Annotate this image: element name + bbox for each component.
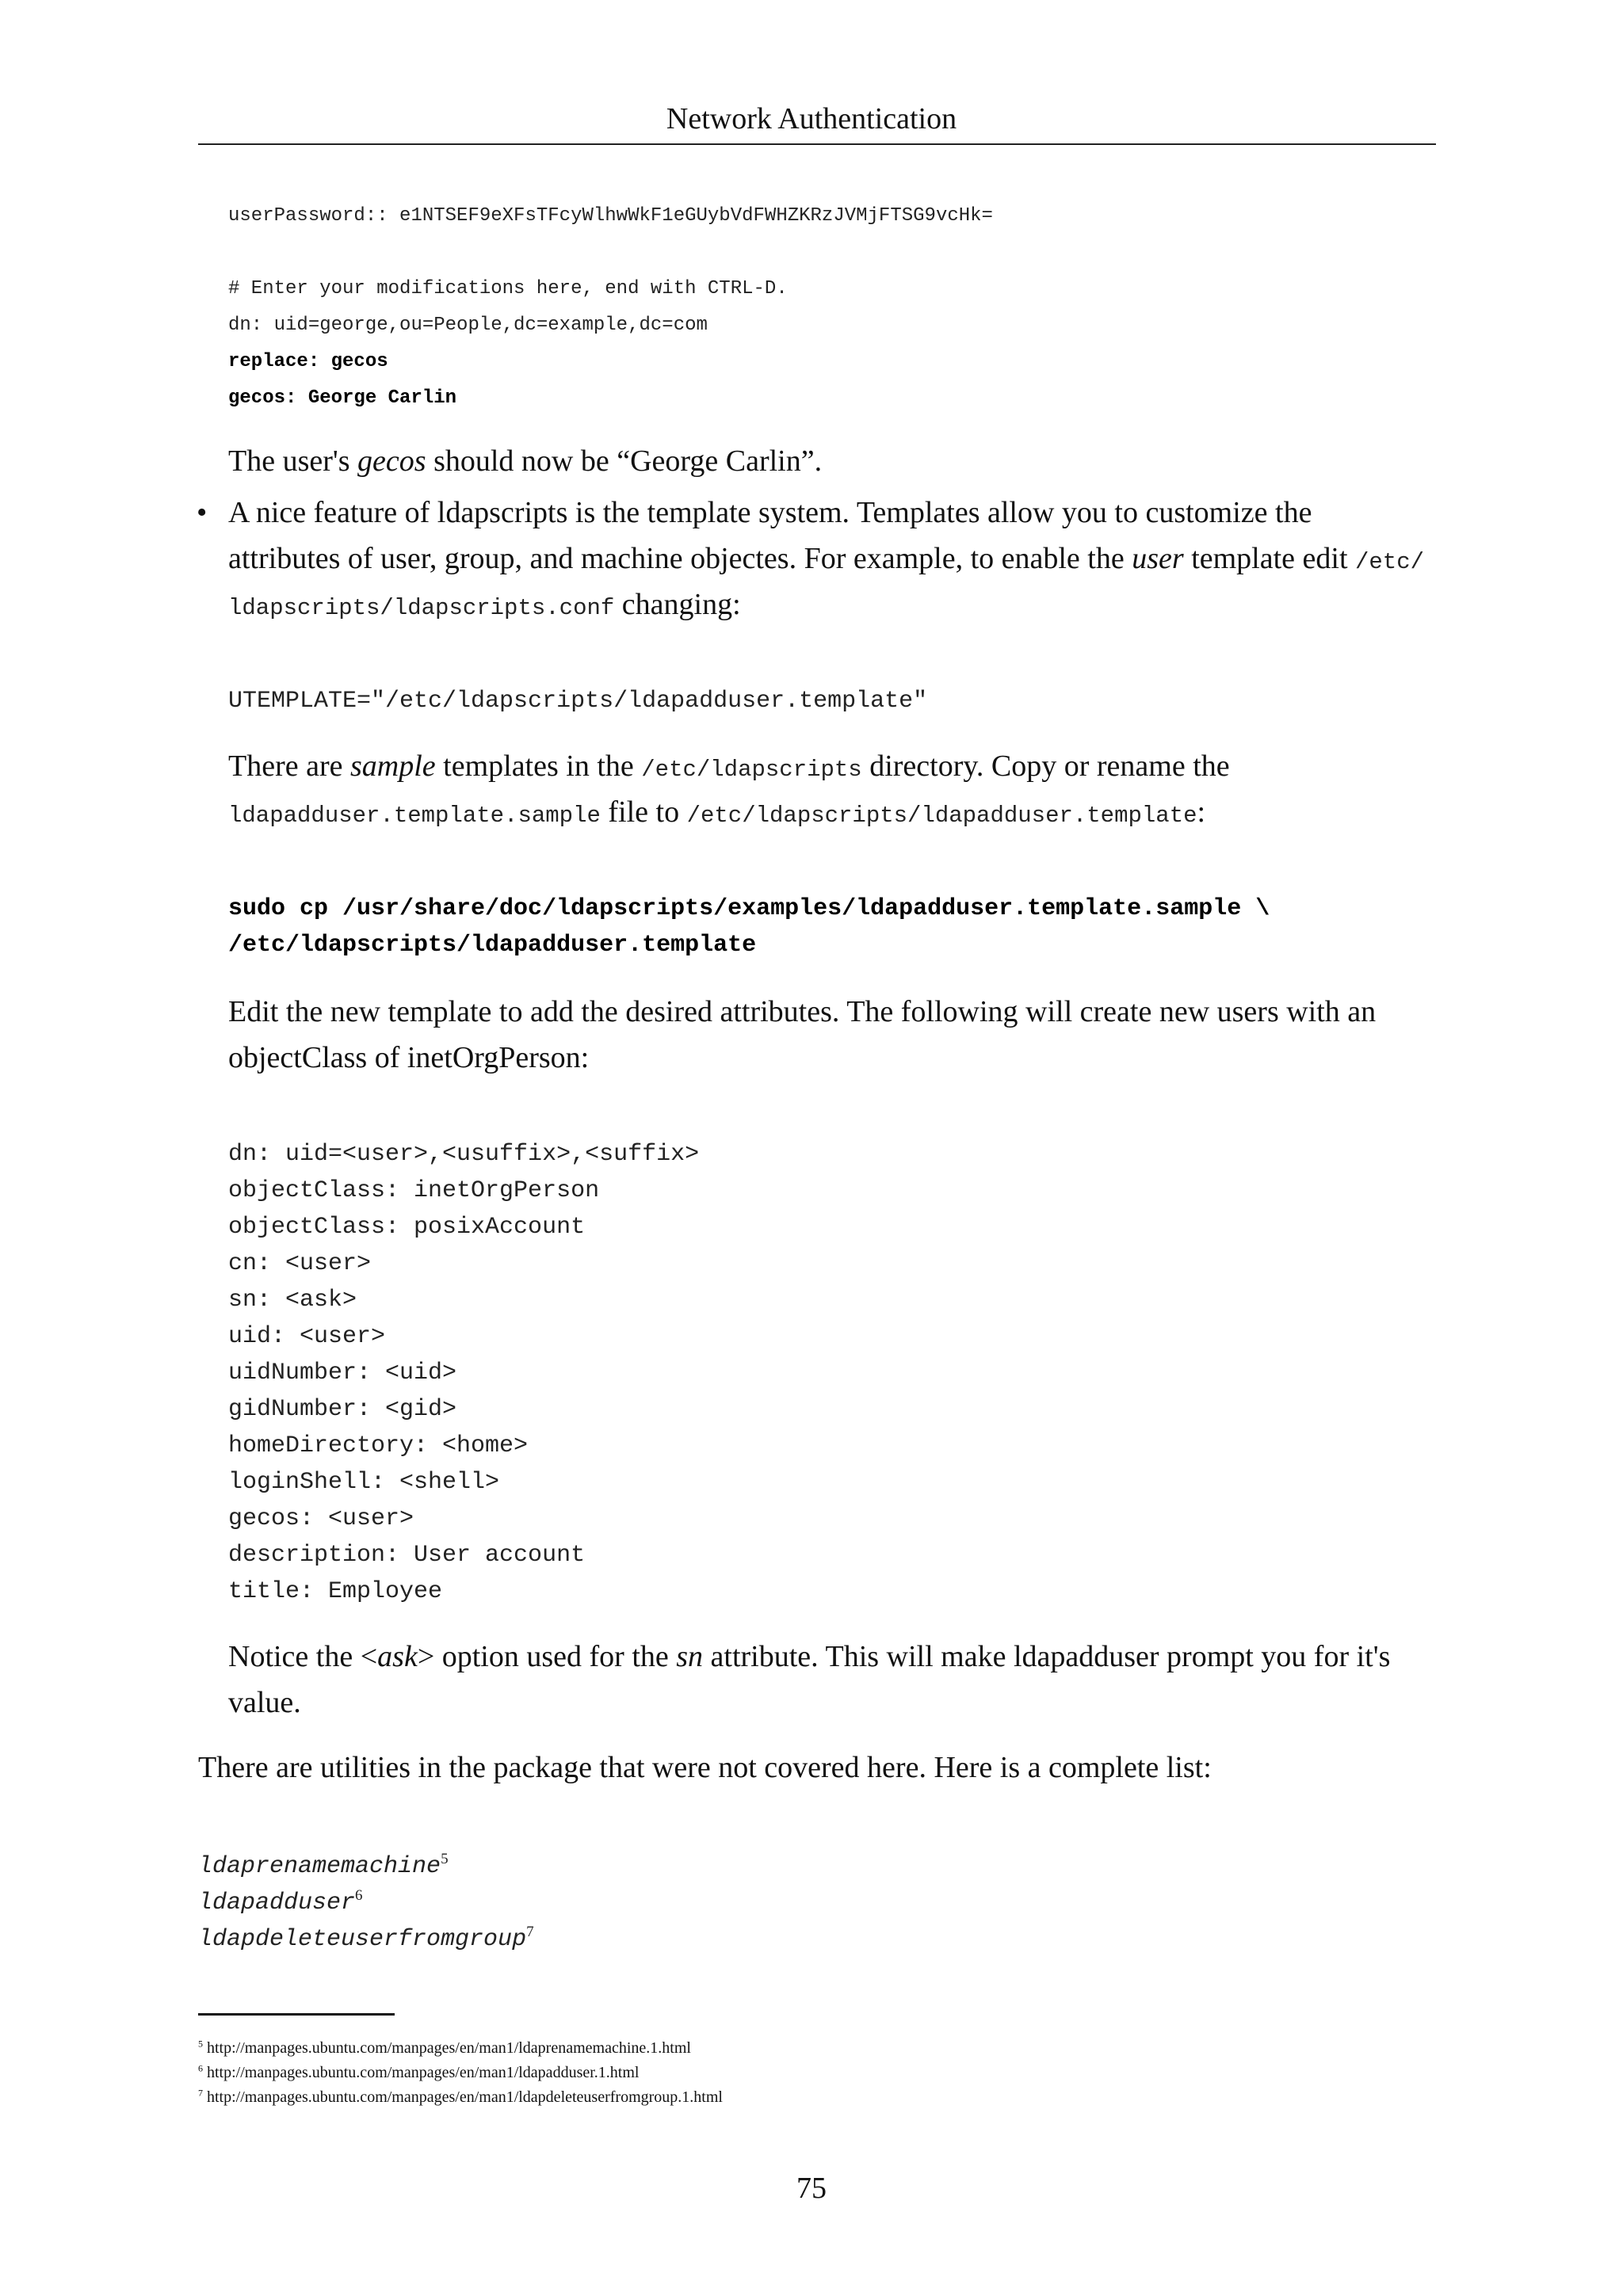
code-command: sudo cp /usr/share/doc/ldapscripts/examples/ldapadduser.template.sample \ — [228, 895, 1270, 922]
template-line: gidNumber: <gid> — [228, 1396, 457, 1423]
paragraph-edit: objectClass of inetOrgPerson: — [228, 1041, 590, 1074]
bullet-text-line: attributes of user, group, and machine objectes. For example, to enable the user template edit /etc/ — [228, 542, 1425, 575]
utility-list-item: ldapadduser$^6$ — [198, 1887, 363, 1917]
footnote-link[interactable]: http://manpages.ubuntu.com/manpages/en/man1/ldaprenamemachine.1.html — [207, 2039, 691, 2057]
footnote: $^5$ http://manpages.ubuntu.com/manpages/en/man1/ldaprenamemachine.1.html — [198, 2038, 691, 2057]
utility-list-item: ldaprenamemachine$^5$ — [198, 1851, 449, 1880]
paragraph-gecos: The user's gecos should now be “George Carlin”. — [228, 444, 823, 478]
bullet-text-line: A nice feature of ldapscripts is the template system. Templates allow you to customize the — [228, 496, 1312, 529]
footnote: $^7$ http://manpages.ubuntu.com/manpages/en/man1/ldapdeleteuserfromgroup.1.html — [198, 2087, 723, 2106]
template-line: uid: <user> — [228, 1323, 386, 1350]
bullet-icon: • — [197, 496, 208, 529]
footnote-ref[interactable]: 7 — [526, 1924, 534, 1940]
paragraph-utilities: There are utilities in the package that were not covered here. Here is a complete list: — [198, 1751, 1212, 1784]
template-line: objectClass: posixAccount — [228, 1214, 586, 1241]
template-line: sn: <ask> — [228, 1287, 357, 1314]
template-line: title: Employee — [228, 1578, 443, 1605]
code-line: dn: uid=george,ou=People,dc=example,dc=com — [228, 315, 708, 336]
template-line: uidNumber: <uid> — [228, 1360, 457, 1386]
paragraph-notice-line2: value. — [228, 1686, 301, 1719]
code-line-bold: gecos: George Carlin — [228, 387, 457, 409]
footnote-ref[interactable]: 6 — [355, 1887, 363, 1904]
template-line: objectClass: inetOrgPerson — [228, 1177, 600, 1204]
paragraph-edit: Edit the new template to add the desired attributes. The following will create new users with an — [228, 995, 1377, 1028]
footnote-ref[interactable]: 5 — [441, 1851, 449, 1867]
footnote-link[interactable]: http://manpages.ubuntu.com/manpages/en/man1/ldapdeleteuserfromgroup.1.html — [207, 2088, 723, 2106]
paragraph-sample-line2: ldapadduser.template.sample file to /etc/ldapscripts/ldapadduser.template: — [228, 795, 1206, 829]
running-header: Network Authentication — [666, 102, 957, 135]
template-line: homeDirectory: <home> — [228, 1432, 529, 1459]
header-rule — [198, 143, 1436, 145]
template-line: description: User account — [228, 1542, 586, 1569]
code-line: # Enter your modifications here, end with CTRL-D. — [228, 278, 788, 299]
bullet-text-line: ldapscripts/ldapscripts.conf changing: — [228, 588, 741, 621]
utility-list-item: ldapdeleteuserfromgroup$^7$ — [198, 1924, 534, 1953]
code-line: userPassword:: e1NTSEF9eXFsTFcyWlhwWkF1eGUybVdFWHZKRzJVMjFTSG9vcHk= — [228, 205, 993, 227]
footnote: $^6$ http://manpages.ubuntu.com/manpages/en/man1/ldapadduser.1.html — [198, 2062, 640, 2081]
paragraph-sample: There are sample templates in the /etc/ldapscripts directory. Copy or rename the — [228, 749, 1230, 783]
code-utemplate: UTEMPLATE="/etc/ldapscripts/ldapadduser.template" — [228, 688, 928, 715]
code-command: /etc/ldapscripts/ldapadduser.template — [228, 932, 757, 959]
template-line: gecos: <user> — [228, 1505, 414, 1532]
paragraph-notice: Notice the <ask> option used for the sn attribute. This will make ldapadduser prompt you for it's — [228, 1640, 1391, 1673]
code-line-bold: replace: gecos — [228, 351, 388, 372]
template-line: loginShell: <shell> — [228, 1469, 500, 1496]
footnote-link[interactable]: http://manpages.ubuntu.com/manpages/en/man1/ldapadduser.1.html — [207, 2064, 640, 2081]
template-line: dn: uid=<user>,<usuffix>,<suffix> — [228, 1141, 700, 1168]
page-number: 75 — [796, 2172, 827, 2205]
template-line: cn: <user> — [228, 1250, 372, 1277]
footnote-rule — [198, 2013, 395, 2016]
